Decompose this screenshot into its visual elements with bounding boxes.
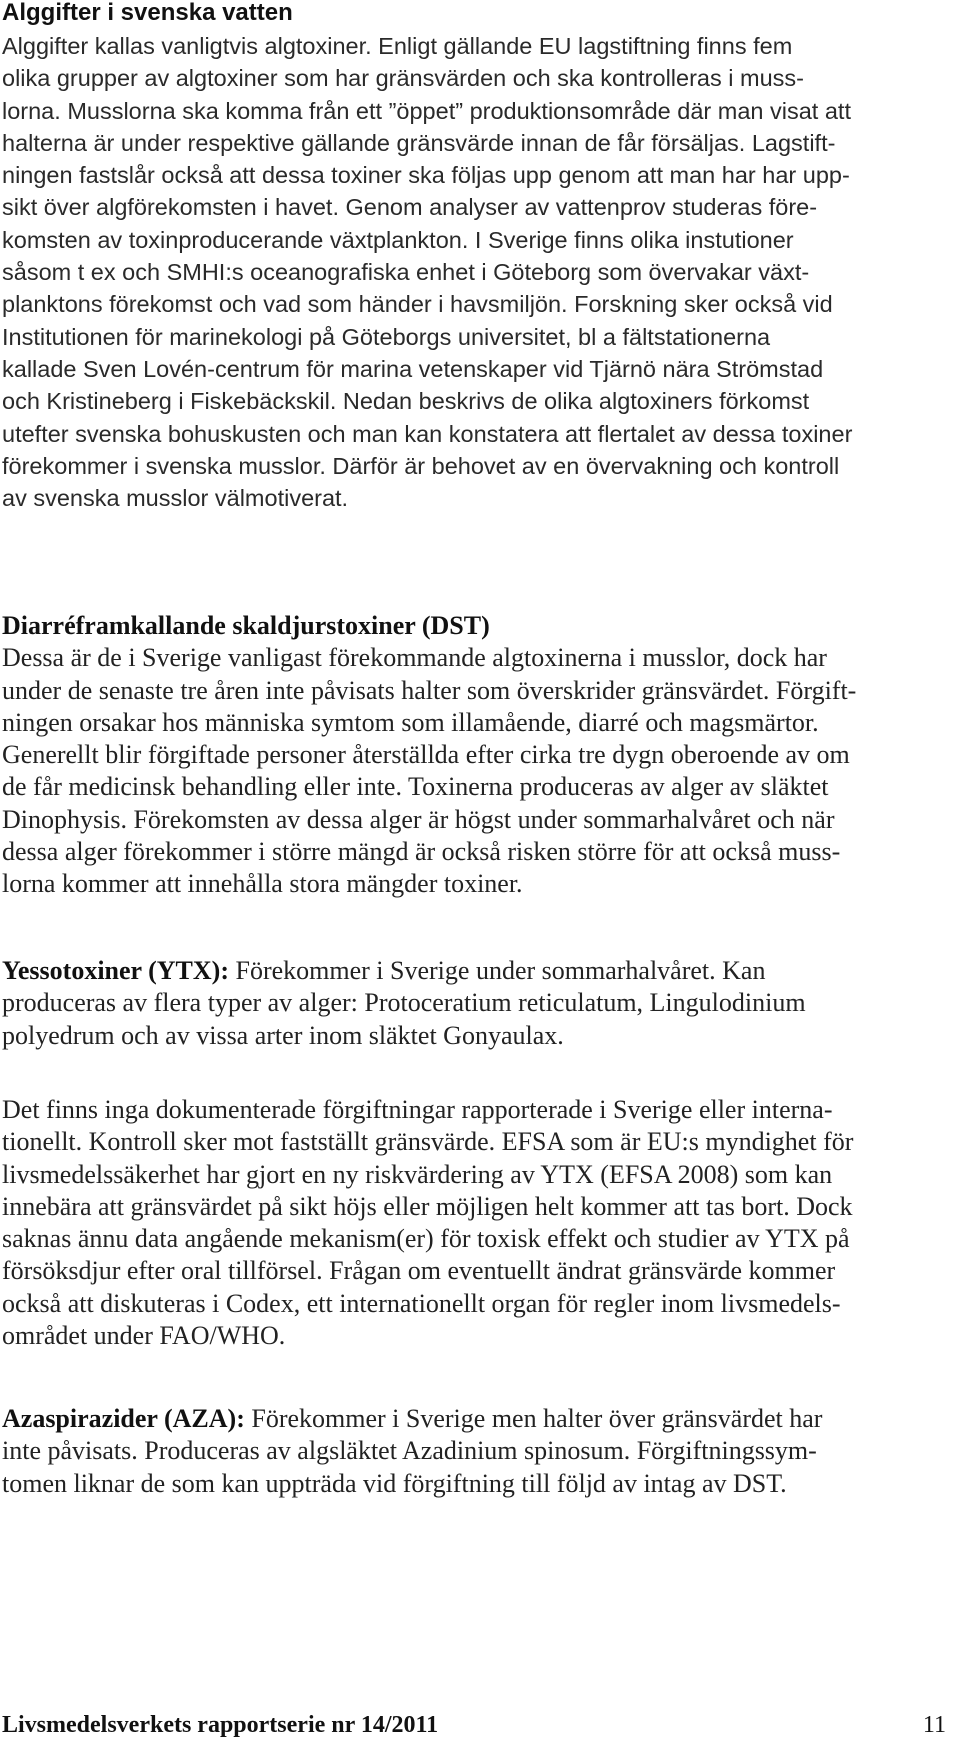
text-line: halterna är under respektive gällande gränsvärde innan de får försäljas. Lagstift- xyxy=(2,129,836,156)
text-line: tomen liknar de som kan uppträda vid förgiftning till följd av intag av DST. xyxy=(2,1468,787,1498)
text-line: Dinophysis. Förekomsten av dessa alger är högst under sommarhalvåret och när xyxy=(2,804,835,834)
text-line: Dessa är de i Sverige vanligast förekommande algtoxinerna i musslor, dock har xyxy=(2,643,827,673)
text-line: livsmedelssäkerhet har gjort en ny riskvärdering av YTX (EFSA 2008) som kan xyxy=(2,1159,833,1189)
text-line: komsten av toxinproducerande växtplankton. I Sverige finns olika instutioner xyxy=(2,226,794,253)
text-line: de får medicinsk behandling eller inte. Toxinerna produceras av alger av släktet xyxy=(2,772,829,802)
text-line: polyedrum och av vissa arter inom släktet Gonyaulax. xyxy=(2,1020,564,1050)
text-line: Alggifter kallas vanligtvis algtoxiner. Enligt gällande EU lagstiftning finns fem xyxy=(2,33,793,59)
text-line: ningen fastslår också att dessa toxiner ska följas upp genom att man har har upp- xyxy=(2,162,850,189)
section-title-dst: Diarréframkallande skaldjurstoxiner (DST) xyxy=(2,611,490,640)
text-line: också att diskuteras i Codex, ett internationellt organ för regler inom livsmedels- xyxy=(2,1288,841,1318)
text-line: ningen orsakar hos människa symtom som illamående, diarré och magsmärtor. xyxy=(2,707,819,737)
footer-page-number: 11 xyxy=(922,1712,946,1738)
section-ytx-paragraph-2 xyxy=(2,1094,952,1352)
ytx-first-line xyxy=(2,955,952,987)
text-line: tionellt. Kontroll sker mot fastställt gränsvärde. EFSA som är EU:s myndighet för xyxy=(2,1127,854,1157)
footer-report-series: Livsmedelsverkets rapportserie nr 14/2011 xyxy=(2,1712,439,1738)
text-line: inte påvisats. Produceras av algsläktet Azadinium spinosum. Förgiftningssym- xyxy=(2,1436,817,1466)
text-line: planktons förekomst och vad som händer i havsmiljön. Forskning sker också vid xyxy=(2,291,833,318)
text-line: Institutionen för marinekologi på Göteborgs universitet, bl a fältstationerna xyxy=(2,323,771,350)
section-ytx xyxy=(2,955,952,1052)
text-line: Det finns inga dokumenterade förgiftningar rapporterade i Sverige eller interna- xyxy=(2,1095,833,1124)
text-line: området under FAO/WHO. xyxy=(2,1321,286,1351)
text-line: sikt över algförekomsten i havet. Genom analyser av vattenprov studeras före- xyxy=(2,194,818,221)
section-dst xyxy=(2,610,952,901)
text-line: försöksdjur efter oral tillförsel. Frågan om eventuellt ändrat gränsvärde kommer xyxy=(2,1256,836,1286)
text-line: produceras av flera typer av alger: Protoceratium reticulatum, Lingulodinium xyxy=(2,988,806,1018)
text-line: kallade Sven Lovén-centrum för marina vetenskaper vid Tjärnö nära Strömstad xyxy=(2,355,824,382)
text-line: under de senaste tre åren inte påvisats halter som överskrider gränsvärdet. Förgift- xyxy=(2,675,857,705)
text-line: Generellt blir förgiftade personer återställda efter cirka tre dygn oberoende av om xyxy=(2,740,850,770)
text-line: dessa alger förekommer i större mängd är också risken större för att också muss- xyxy=(2,837,841,867)
text-line: lorna kommer att innehålla stora mängder toxiner. xyxy=(2,869,523,899)
section-aza xyxy=(2,1403,952,1500)
aza-first-line xyxy=(2,1403,952,1435)
section-title-aza: Azaspirazider (AZA): xyxy=(2,1404,245,1433)
text-line: lorna. Musslorna ska komma från ett ”öppet” produktionsområde där man visat att xyxy=(2,97,851,124)
text-line: förekommer i svenska musslor. Därför är behovet av en övervakning och kontroll xyxy=(2,452,840,479)
ytx-first-line-text: Förekommer i Sverige under sommarhalvåret. Kan xyxy=(229,956,766,985)
text-line: utefter svenska bohuskusten och man kan konstatera att flertalet av dessa toxiner xyxy=(2,420,853,447)
text-line: och Kristineberg i Fiskebäckskil. Nedan beskrivs de olika algtoxiners förkomst xyxy=(2,388,810,415)
section-title-algae: Alggifter i svenska vatten xyxy=(2,0,293,26)
text-line: innebära att gränsvärdet på sikt höjs eller möjligen helt kommer att tas bort. Dock xyxy=(2,1191,853,1221)
text-line: av svenska musslor välmotiverat. xyxy=(2,485,349,512)
text-line: såsom t ex och SMHI:s oceanografiska enhet i Göteborg som övervakar växt- xyxy=(2,259,810,286)
section-title-ytx: Yessotoxiner (YTX): xyxy=(2,956,229,985)
text-line: saknas ännu data angående mekanism(er) för toxisk effekt och studier av YTX på xyxy=(2,1224,850,1254)
aza-first-line-text: Förekommer i Sverige men halter över gränsvärdet har xyxy=(244,1404,823,1433)
text-line: olika grupper av algtoxiner som har gränsvärden och ska kontrolleras i muss- xyxy=(2,65,804,92)
section-body-algae xyxy=(2,30,952,514)
